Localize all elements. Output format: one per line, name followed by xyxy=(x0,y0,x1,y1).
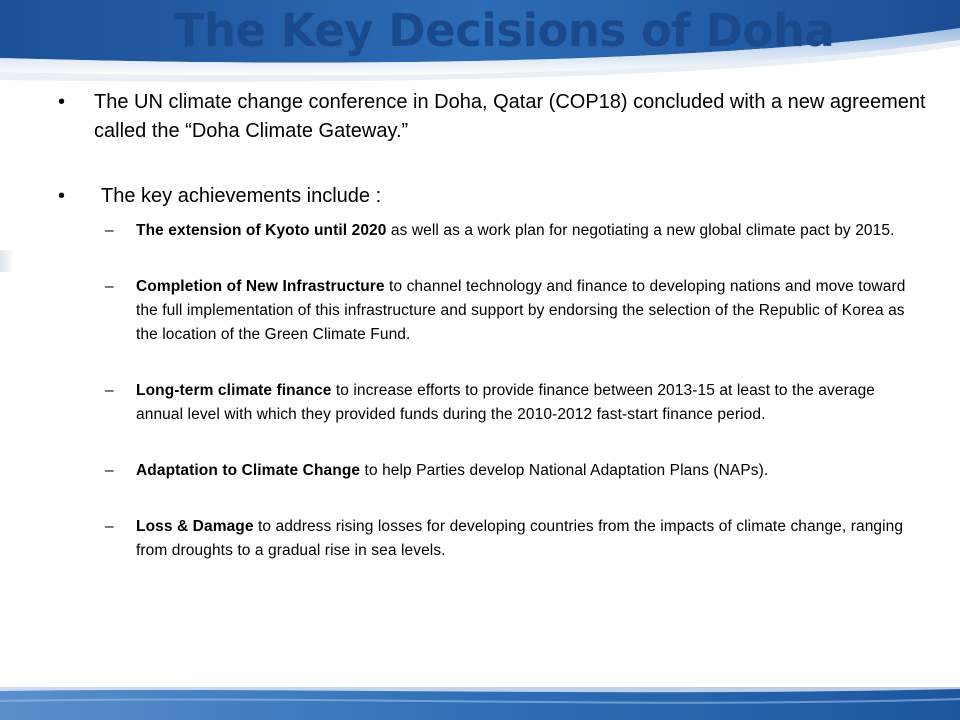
sub-item-loss-damage xyxy=(101,515,926,563)
footer-band xyxy=(0,687,960,720)
sub-text: to help Parties develop National Adaptation Plans (NAPs). xyxy=(360,462,769,479)
sub-dash: – xyxy=(105,462,114,479)
sub-heading: Completion of New Infrastructure xyxy=(136,278,385,295)
sub-heading: Adaptation to Climate Change xyxy=(136,462,361,479)
slide-title: The Key Decisions of Doha xyxy=(173,4,835,57)
slide-content xyxy=(56,88,926,563)
bullet-dot: • xyxy=(58,185,66,207)
sub-item-kyoto xyxy=(101,219,926,243)
footer-wave-graphic xyxy=(0,687,960,720)
bullet-text: The key achievements include : xyxy=(101,185,382,207)
sub-item-finance xyxy=(101,379,926,427)
bullet-item xyxy=(56,88,926,146)
bullet-dot: • xyxy=(58,91,66,113)
sub-heading: Long-term climate finance xyxy=(136,382,332,399)
sub-heading: Loss & Damage xyxy=(136,518,254,535)
sub-dash: – xyxy=(105,518,114,535)
sub-item-adaptation xyxy=(101,459,926,483)
sub-dash: – xyxy=(105,382,114,399)
sub-text: to increase efforts to provide finance between 2013-15 at least to the average annual level with which they provided funds during the 2010-2012 fast-start finance period. xyxy=(136,382,876,423)
bullet-item xyxy=(56,182,926,211)
sub-text: to channel technology and finance to developing nations and move toward the full implementation of this infrastructure and support by endorsing the selection of the Republic of Korea as the location of the Green Climate Fund. xyxy=(136,278,906,343)
sub-item-infrastructure xyxy=(101,275,926,347)
sub-text: to address rising losses for developing countries from the impacts of climate change, ranging from droughts to a gradual rise in sea levels. xyxy=(136,518,904,559)
bullet-text: The UN climate change conference in Doha, Qatar (COP18) concluded with a new agreement called the “Doha Climate Gateway.” xyxy=(94,91,926,142)
sub-dash: – xyxy=(105,278,114,295)
sub-dash: – xyxy=(105,222,114,239)
sub-list xyxy=(56,219,926,563)
left-edge-mark xyxy=(0,250,14,272)
sub-text: as well as a work plan for negotiating a new global climate pact by 2015. xyxy=(386,222,895,239)
sub-heading: The extension of Kyoto until 2020 xyxy=(136,222,387,239)
header-band xyxy=(0,0,960,86)
